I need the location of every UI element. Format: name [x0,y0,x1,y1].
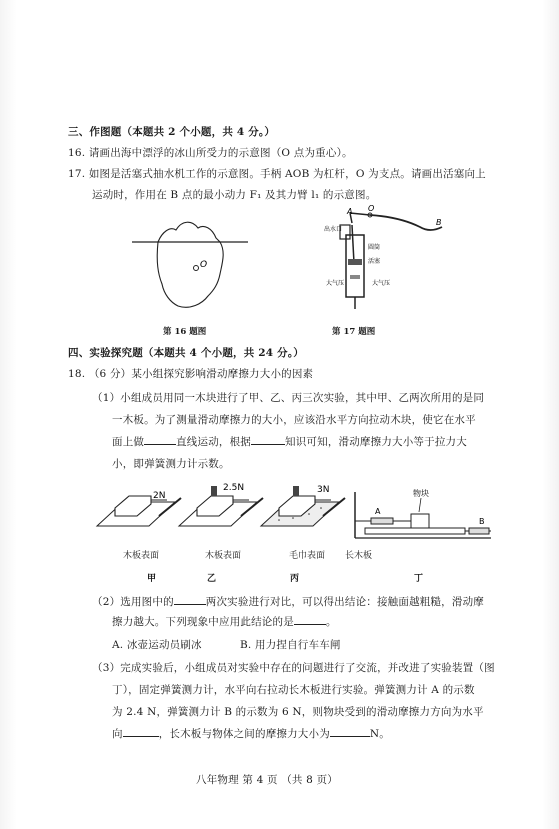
blank-experiment-pair[interactable] [174,594,206,605]
piston-rod [352,225,354,263]
experiment-figures [95,478,495,550]
surface-bing: 毛巾表面 [289,551,326,561]
spring-scale-A [371,518,393,524]
part1-line3: 面上做 直线运动，根据 知识可知，滑动摩擦力大小等于拉力大 [112,436,467,448]
label-ding: 丁 [414,574,424,584]
label-O: O [368,205,375,213]
blank-friction-direction[interactable] [123,726,159,737]
question-18-title: 18. （6 分）某小组探究影响滑动摩擦力大小的因素 [68,368,314,380]
label-block: 物块 [413,489,429,498]
label-outlet: 出水口 [324,226,343,233]
question-17-line1: 17. 如图是活塞式抽水机工作的示意图。手柄 AOB 为杠杆，O 为支点。请画出活塞向上 [68,168,486,180]
blank-motion-type[interactable] [144,434,176,445]
piston [348,259,362,265]
blank-application[interactable] [294,614,326,625]
force-yi: 2.5N [223,483,245,493]
block-jia [115,496,151,516]
label-piston: 活塞 [368,258,381,265]
part3-line1: （3）完成实验后，小组成员对实验中存在的问题进行了交流，并改进了实验装置（图 [92,662,495,674]
weight-yi [211,486,217,496]
option-b: B. 用力捏自行车车闸 [240,639,341,651]
experiment-jia [97,491,181,526]
part2-line1: （2）选用图中的 两次实验进行对比，可以得出结论：接触面越粗糙，滑动摩 [92,596,484,608]
weight-bing [293,486,299,496]
section-4-heading: 四、实验探究题（本题共 4 个小题，共 24 分。） [68,347,304,359]
label-yi: 乙 [207,574,217,584]
iceberg-outline [157,222,223,307]
question-16: 16. 请画出海中漂浮的冰山所受力的示意图（O 点为重心）。 [68,147,353,159]
surface-jia: 木板表面 [123,551,160,561]
spring-scale-B [469,528,489,534]
figure-16-caption: 第 16 题图 [163,327,207,337]
handle-left-end [350,213,370,223]
blank-knowledge[interactable] [251,434,285,445]
part3-line2: 丁），固定弹簧测力计，水平向右拉动长木板进行实验。弹簧测力计 A 的示数 [112,684,475,696]
long-board [365,528,465,534]
label-jia: 甲 [147,574,157,584]
label-atm-right: 大气压 [372,280,391,287]
part1-line2: 一木板。为了测量滑动摩擦力的大小，应该沿水平方向拉动木块，使它在水平 [112,414,476,426]
object-block [411,514,429,528]
label-bing: 丙 [290,574,300,584]
force-bing: 3N [317,485,330,495]
experiment-bing [261,485,345,526]
figure-17-caption: 第 17 题图 [332,327,376,337]
spring-scale-yi [241,498,263,516]
block-yi [197,496,233,516]
surface-ding: 长木板 [345,551,373,561]
page-footer: 八年物理 第 4 页 （共 8 页） [196,774,338,786]
label-A: A [347,207,353,216]
experiment-ding [355,488,491,538]
label-A: A [375,507,381,516]
question-17-line2: 运动时，作用在 B 点的最小动力 F₁ 及其力臂 l₁ 的示意图。 [92,189,377,201]
part1-line4: 小，即弹簧测力计示数。 [112,458,230,470]
valve [350,275,360,279]
surface-yi: 木板表面 [205,551,242,561]
cylinder [346,235,364,297]
section-3-heading: 三、作图题（本题共 2 个小题，共 4 分。） [68,126,276,138]
label-B: B [479,517,485,526]
pump-figure [310,205,450,315]
center-of-gravity-point [194,266,199,271]
part2-line2: 擦力越大。下列现象中应用此结论的是 。 [112,616,337,628]
pump-handle [370,215,442,230]
part1-line1: （1）小组成员用同一木块进行了甲、乙、丙三次实验，其中甲、乙两次所用的是同 [92,392,485,404]
part3-line3: 为 2.4 N，弹簧测力计 B 的示数为 6 N，则物块受到的滑动摩擦力方向为水平 [112,706,484,718]
force-jia: 2N [153,491,166,501]
label-B: B [436,218,442,227]
blank-friction-magnitude[interactable] [330,726,370,737]
experiment-yi [179,483,263,526]
label-cylinder: 圆筒 [368,244,381,251]
part3-line4: 向 ，长木板与物体之间的摩擦力大小为 N。 [112,728,390,740]
iceberg-figure [130,212,250,322]
label-atm-left: 大气压 [326,280,345,287]
center-of-gravity-label: O [200,260,208,270]
option-a: A. 冰壶运动员刷冰 [112,639,202,651]
